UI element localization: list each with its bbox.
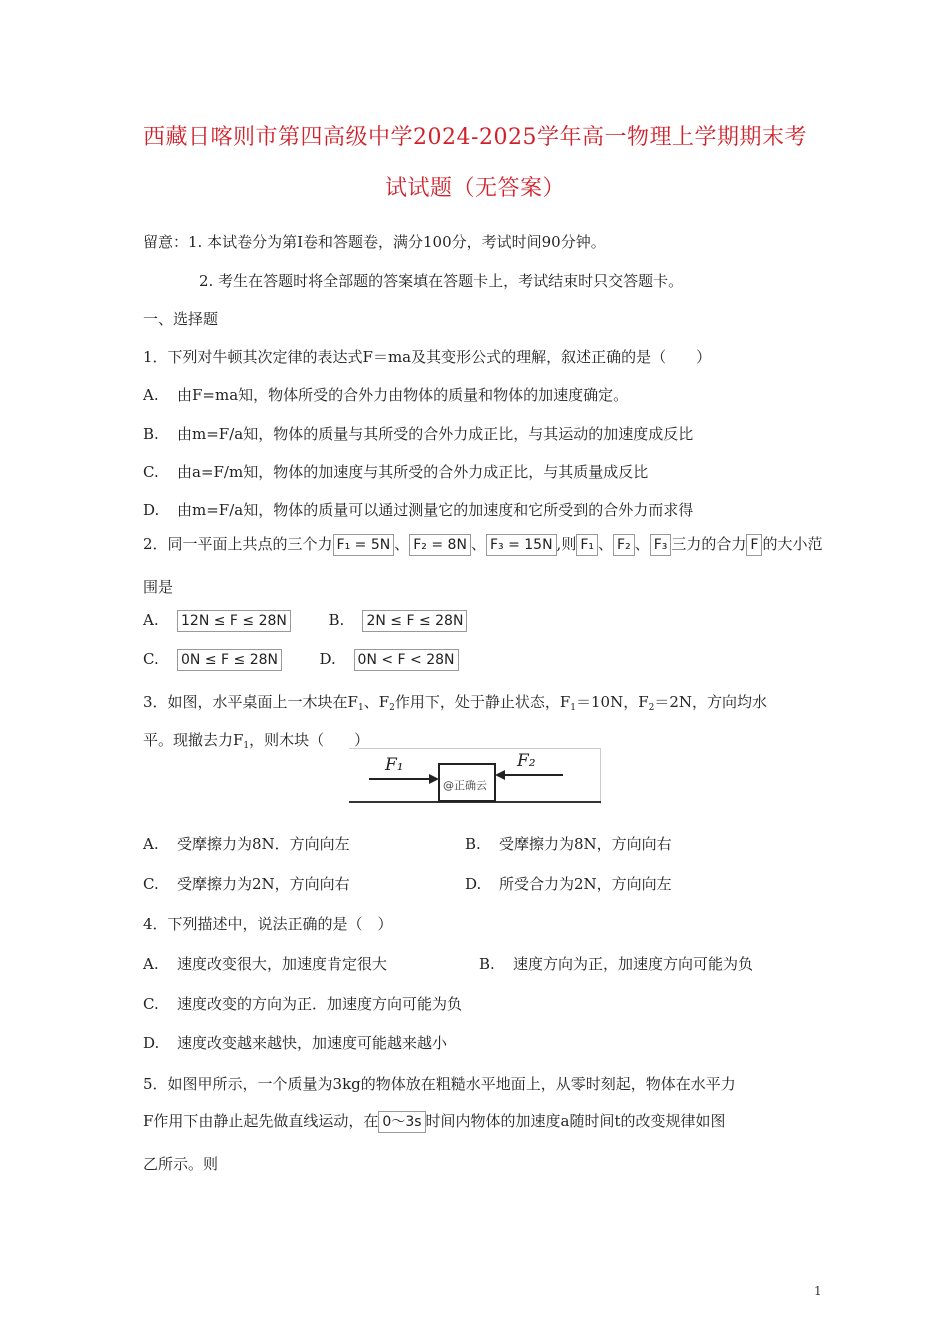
q3-option-a: A. 受摩擦力为8N．方向向左 — [143, 835, 350, 853]
option-text: 由m=F/a知，物体的质量可以通过测量它的加速度和它所受到的合外力而求得 — [177, 501, 694, 519]
option-label: B. — [143, 425, 159, 443]
doc-title-line2: 试试题（无答案） — [384, 176, 565, 201]
q2-option-c: 0N ≤ F ≤ 28N — [177, 649, 282, 671]
formula-f3: F₃ = 15N — [486, 534, 557, 556]
q3-option-d: D. 所受合力为2N，方向向左 — [465, 875, 672, 893]
formula-f3-symbol: F₃ — [650, 534, 672, 556]
formula-f1-symbol: F₁ — [576, 534, 598, 556]
q4-option-c: C. 速度改变的方向为正．加速度方向可能为负 — [143, 995, 463, 1013]
formula-f1: F₁ = 5N — [333, 534, 395, 556]
option-text: 由a=F/m知，物体的加速度与其所受的合外力成正比，与其质量成反比 — [177, 463, 649, 481]
q4-option-b: B. 速度方向为正，加速度方向可能为负 — [479, 955, 754, 973]
section-heading: 一、选择题 — [143, 310, 219, 328]
doc-title-line1: 西藏日喀则市第四高级中学2024-2025学年高一物理上学期期末考 — [143, 125, 807, 150]
option-text: 由m=F/a知，物体的质量与其所受的合外力成正比，与其运动的加速度成反比 — [177, 425, 694, 443]
option-label: B. — [328, 611, 345, 629]
q2-option-b: 2N ≤ F ≤ 28N — [362, 610, 467, 632]
q3-option-b: B. 受摩擦力为8N，方向向右 — [465, 835, 672, 853]
label-f1: F₁ — [385, 755, 404, 775]
q4-option-d: D. 速度改变越来越快，加速度可能越来越小 — [143, 1034, 448, 1052]
option-label: A. — [143, 611, 159, 629]
option-label: D. — [319, 650, 336, 668]
formula-f: F — [746, 534, 762, 556]
option-label: C. — [143, 463, 159, 481]
q1-option-b — [143, 423, 693, 444]
label-f2: F₂ — [517, 751, 536, 771]
q1-option-c — [143, 461, 648, 482]
q2-option-a: 12N ≤ F ≤ 28N — [177, 610, 291, 632]
q3-stem-line2: 平。现撤去力$F_1$，则木块（ ） — [143, 731, 370, 751]
formula-f2-symbol: F₂ — [613, 534, 635, 556]
q2-options-cd — [143, 646, 459, 672]
note-2: 2. 考生在答题时将全部题的答案填在答题卡上，考试结束时只交答题卡。 — [199, 272, 684, 290]
q4-stem: 4．下列描述中，说法正确的是（ ） — [143, 915, 393, 933]
q2-options-ab — [143, 607, 467, 633]
block-watermark: @正确云 — [443, 779, 487, 792]
page-number: 1 — [814, 1284, 822, 1298]
formula-f2: F₂ = 8N — [409, 534, 471, 556]
q4-option-a: A. 速度改变很大，加速度肯定很大 — [143, 955, 388, 973]
q2-option-d: 0N < F < 28N — [354, 649, 459, 671]
q1-option-d — [143, 499, 693, 520]
q2-stem-line2: 围是 — [143, 578, 174, 596]
q5-stem-line2: F作用下由静止起先做直线运动，在 0～3s 时间内物体的加速度a随时间t的改变规律如图 — [143, 1109, 726, 1133]
q3-stem-line1: 3．如图，水平桌面上一木块在$F_1$、$F_2$作用下，处于静止状态，$F_1=10N$，$F_2=2N$，方向均水 — [143, 693, 768, 713]
option-text: 由F=ma知，物体所受的合外力由物体的质量和物体的加速度确定。 — [177, 386, 629, 404]
q1-stem: 1．下列对牛顿其次定律的表达式F＝ma及其变形公式的理解，叙述正确的是（ ） — [143, 348, 712, 366]
option-label: A. — [143, 386, 159, 404]
formula-time-range: 0～3s — [378, 1111, 425, 1133]
q2-stem: 2．同一平面上共点的三个力 F₁ = 5N 、 F₂ = 8N 、 F₃ = 15N ,则 F₁ 、 F₂ 、 F₃ 三力的合力 F 的大小范 — [143, 529, 822, 559]
q2-text: 2．同一平面上共点的三个力 — [143, 535, 333, 553]
option-label: C. — [143, 650, 159, 668]
option-label: D. — [143, 501, 160, 519]
note-1: 留意：1. 本试卷分为第Ⅰ卷和答题卷，满分100分，考试时间90分钟。 — [143, 233, 606, 251]
q3-force-diagram — [349, 748, 601, 804]
q3-option-c: C. 受摩擦力为2N，方向向右 — [143, 875, 350, 893]
q5-stem-line1: 5．如图甲所示，一个质量为3kg的物体放在粗糙水平地面上，从零时刻起，物体在水平力 — [143, 1075, 736, 1093]
q5-stem-line3: 乙所示。则 — [143, 1155, 219, 1173]
q1-option-a — [143, 384, 628, 405]
